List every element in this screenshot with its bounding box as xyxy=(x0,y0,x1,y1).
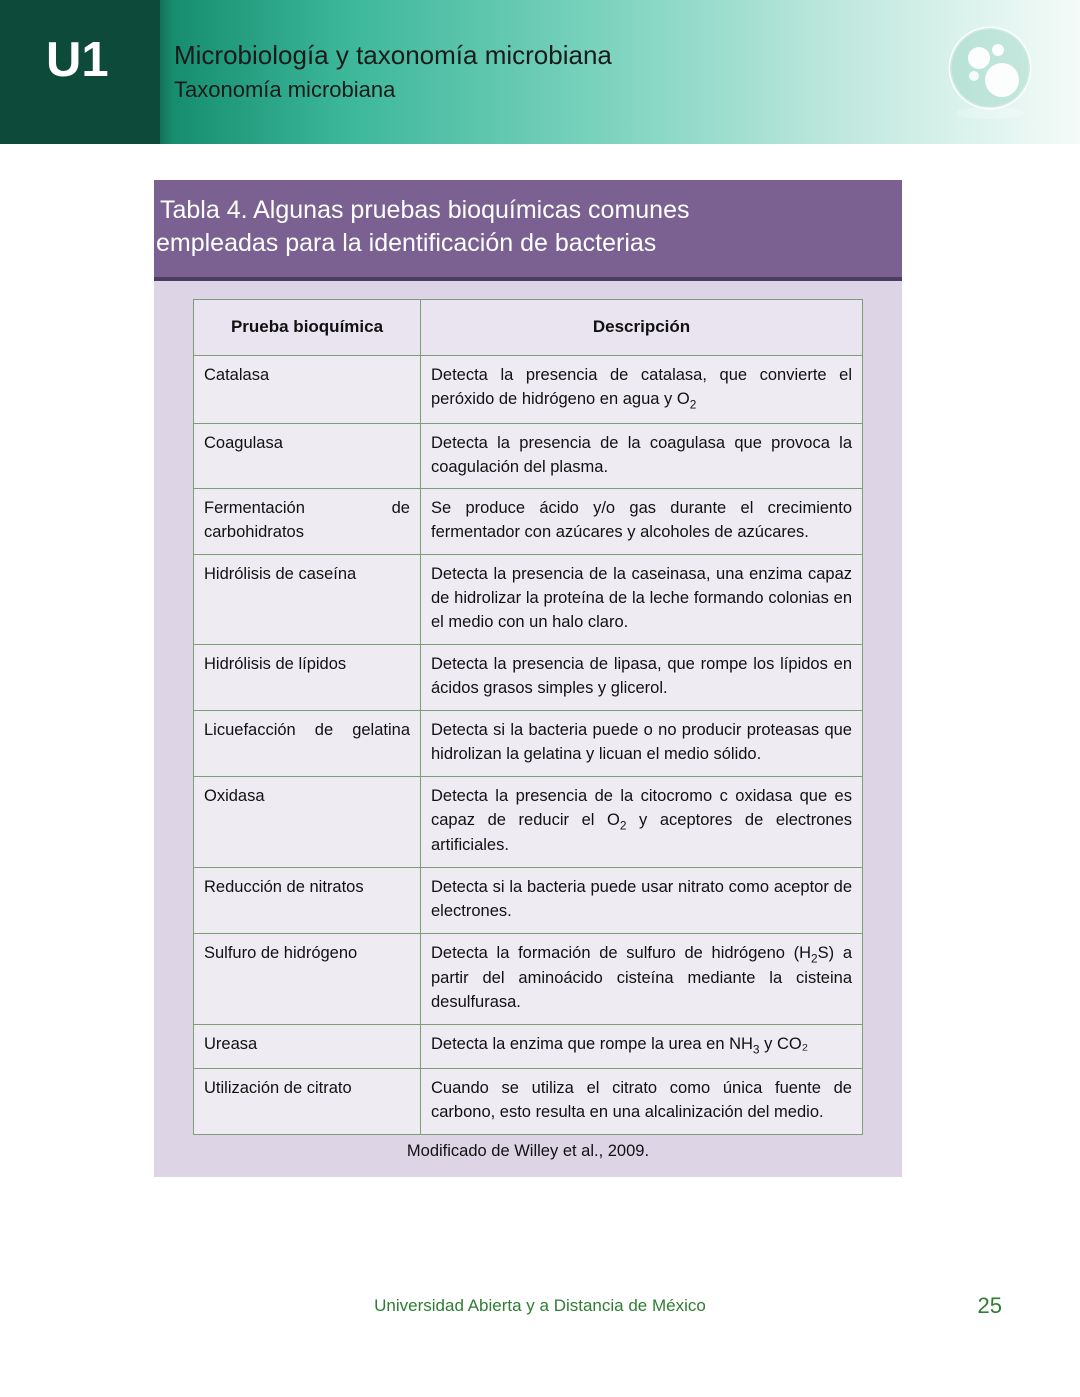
table-row xyxy=(194,933,863,1024)
cell-description: Detecta la presencia de la caseinasa, una enzima capaz de hidrolizar la proteína de la leche formando colonias en el medio con un halo claro. xyxy=(421,555,863,645)
cell-test-name: Hidrólisis de caseína xyxy=(194,555,421,645)
cell-description: Detecta la presencia de lipasa, que rompe los lípidos en ácidos grasos simples y glicerol. xyxy=(421,645,863,711)
table-row xyxy=(194,710,863,776)
cell-test-name: Oxidasa xyxy=(194,776,421,867)
cell-test-name: Licuefacción de gelatina xyxy=(194,710,421,776)
table-caption-line-1: Tabla 4. Algunas pruebas bioquímicas comunes xyxy=(160,196,690,224)
biochemical-tests-table xyxy=(193,299,863,1135)
cell-test-name: Reducción de nitratos xyxy=(194,868,421,934)
table-block xyxy=(154,180,902,1177)
page-title: Microbiología y taxonomía microbiana xyxy=(174,40,612,70)
cell-test-name: Utilización de citrato xyxy=(194,1068,421,1134)
cell-test-name: Fermentación de carbohidratos xyxy=(194,489,421,555)
table-body-background xyxy=(154,281,902,1177)
table-row xyxy=(194,868,863,934)
footer-institution: Universidad Abierta y a Distancia de México xyxy=(374,1296,706,1315)
cell-description: Detecta la presencia de la coagulasa que provoca la coagulación del plasma. xyxy=(421,423,863,489)
cell-test-name: Sulfuro de hidrógeno xyxy=(194,933,421,1024)
table-row xyxy=(194,423,863,489)
table-source-note: Modificado de Willey et al., 2009. xyxy=(406,1141,650,1160)
page-number: 25 xyxy=(977,1293,1002,1318)
table-caption xyxy=(154,180,902,281)
table-row xyxy=(194,1068,863,1134)
table-row xyxy=(194,356,863,423)
bacteria-logo-icon xyxy=(938,18,1042,122)
table-row xyxy=(194,555,863,645)
table-row xyxy=(194,489,863,555)
table-head xyxy=(194,299,863,356)
page-subtitle: Taxonomía microbiana xyxy=(174,77,396,102)
cell-description: Detecta la enzima que rompe la urea en $NH_3$ y CO₂ xyxy=(421,1025,863,1069)
cell-test-name: Hidrólisis de lípidos xyxy=(194,645,421,711)
cell-description: Se produce ácido y/o gas durante el crecimiento fermentador con azúcares y alcoholes de azúcares. xyxy=(421,489,863,555)
cell-description: Detecta la presencia de catalasa, que convierte el peróxido de hidrógeno en agua y $O_2$ xyxy=(421,356,863,423)
table-body xyxy=(194,356,863,1135)
page-header xyxy=(0,0,1080,144)
cell-description: Detecta la formación de sulfuro de hidrógeno $(H_2S)$ a partir del aminoácido cisteína mediante la cisteina desulfurasa. xyxy=(421,933,863,1024)
unit-code: U1 xyxy=(46,33,109,87)
cell-description: Cuando se utiliza el citrato como única fuente de carbono, esto resulta en una alcalinización del medio. xyxy=(421,1068,863,1134)
cell-description: Detecta si la bacteria puede usar nitrato como aceptor de electrones. xyxy=(421,868,863,934)
table-header-row xyxy=(194,299,863,356)
cell-description: Detecta si la bacteria puede o no producir proteasas que hidrolizan la gelatina y licuan el medio sólido. xyxy=(421,710,863,776)
column-header-test: Prueba bioquímica xyxy=(194,299,421,356)
table-caption-line-2: empleadas para la identificación de bacterias xyxy=(156,229,657,258)
cell-description: Detecta la presencia de la citocromo c oxidasa que es capaz de reducir el $O_2$ y aceptores de electrones artificiales. xyxy=(421,776,863,867)
table-row xyxy=(194,1025,863,1069)
column-header-description: Descripción xyxy=(421,299,863,356)
cell-test-name: Coagulasa xyxy=(194,423,421,489)
cell-test-name: Ureasa xyxy=(194,1025,421,1069)
table-row xyxy=(194,776,863,867)
table-row xyxy=(194,645,863,711)
cell-test-name: Catalasa xyxy=(194,356,421,423)
